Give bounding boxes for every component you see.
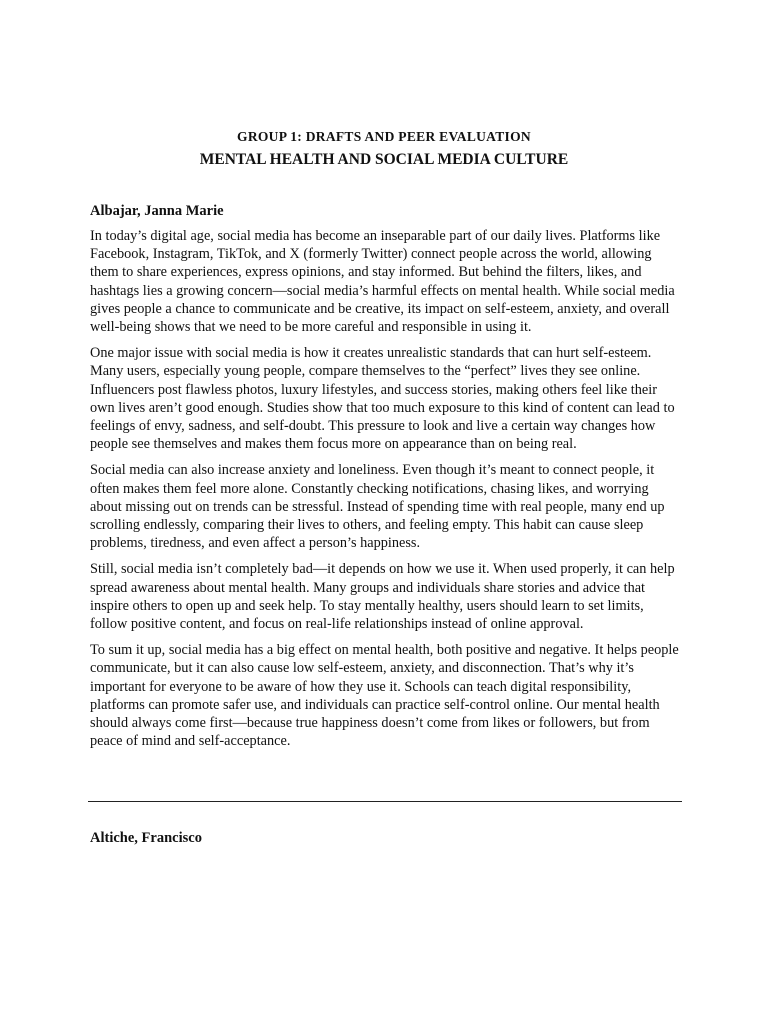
- author-name: Albajar, Janna Marie: [90, 203, 224, 219]
- essay-paragraph: To sum it up, social media has a big effect on mental health, both positive and negative. It helps people communicate, but it can also cause low self-esteem, anxiety, and disconnection. That’s why it’s important for everyone to be aware of how they use it. Schools can teach digital responsibility, platforms can promote safer use, and individuals can practice self-control online. Our mental health should always come first—because true happiness doesn’t come from likes or followers, but from peace of mind and self-acceptance.: [90, 642, 679, 750]
- essay-paragraph: In today’s digital age, social media has become an inseparable part of our daily lives. Platforms like Facebook, Instagram, TikTok, and X (formerly Twitter) connect people across the world, allowing them to share experiences, express opinions, and stay informed. But behind the filters, likes, and hashtags lies a growing concern—social media’s harmful effects on mental health. While social media gives people a chance to communicate and be creative, its impact on self-esteem, anxiety, and overall well-being shows that we need to be more careful and responsible in using it.: [90, 228, 675, 336]
- essay-paragraph: One major issue with social media is how it creates unrealistic standards that can hurt self-esteem. Many users, especially young people, compare themselves to the “perfect” lives they see online. Influencers post flawless photos, luxury lifestyles, and success stories, making others feel like their own lives aren’t good enough. Studies show that too much exposure to this kind of content can lead to feelings of envy, sadness, and self-doubt. This pressure to look and live a certain way changes how people see themselves and makes them focus more on appearance than on being real.: [90, 345, 675, 453]
- essay-paragraph: Still, social media isn’t completely bad—it depends on how we use it. When used properly, it can help spread awareness about mental health. Many groups and individuals share stories and advice that inspire others to open up and seek help. To stay mentally healthy, users should learn to set limits, follow positive content, and focus on real-life relationships instead of online approval.: [90, 561, 675, 633]
- group-title: GROUP 1: DRAFTS AND PEER EVALUATION: [237, 129, 531, 144]
- main-title: MENTAL HEALTH AND SOCIAL MEDIA CULTURE: [199, 151, 569, 168]
- essay-paragraph: Social media can also increase anxiety and loneliness. Even though it’s meant to connect people, it often makes them feel more alone. Constantly checking notifications, chasing likes, and worrying about missing out on trends can be stressful. Instead of spending time with real people, many end up scrolling endlessly, comparing their lives to others, and feeling empty. This habit can cause sleep problems, tiredness, and even affect a person’s happiness.: [90, 462, 665, 552]
- author-name: Altiche, Francisco: [90, 830, 202, 846]
- essay-section: [90, 227, 682, 758]
- section-divider: [88, 801, 682, 802]
